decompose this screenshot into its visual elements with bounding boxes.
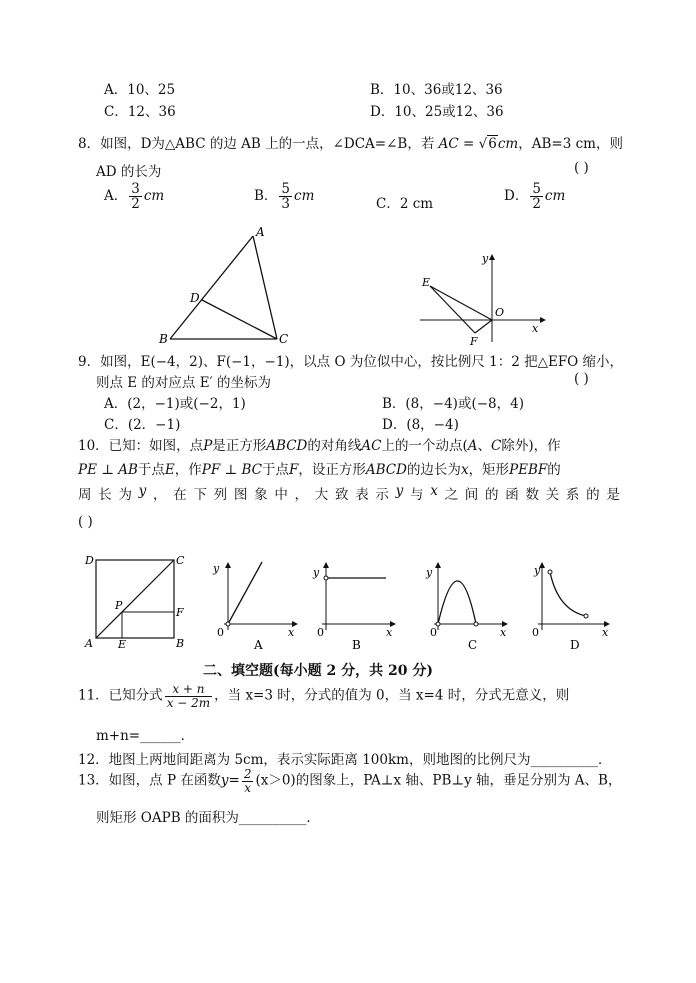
q11-pre: 11．已知分式 — [78, 687, 163, 704]
graph-a-y-label: y — [213, 562, 220, 575]
q9-option-b: B．(8，−4)或(−8，4) — [382, 396, 524, 412]
graph-b-y-label: y — [313, 566, 320, 579]
q10-l2-abcd: ABCD — [365, 462, 407, 478]
q10-l2-g: 的边长为 — [406, 462, 461, 478]
graph-b-open-point — [324, 576, 328, 580]
q10-l1-sep: 、 — [477, 438, 491, 454]
graph-a-origin: 0 — [217, 626, 224, 639]
graph-a-x-label: x — [288, 626, 295, 639]
q9-option-c: C．(2．−1) — [104, 417, 181, 433]
section-heading: 二、填空题(每小题 2 分，共 20 分) — [203, 663, 433, 679]
q9-answer-paren: ( ) — [574, 371, 589, 387]
q10-l2-c: ，作 — [174, 462, 202, 478]
label-y: y — [482, 252, 489, 265]
y-axis-arrow — [489, 254, 495, 260]
graph-d-y-label: y — [534, 564, 541, 577]
q10-l3-char: 致 — [334, 487, 349, 503]
q10-l2-e2: 于点 — [261, 462, 289, 478]
q8-option-b-frac — [279, 182, 292, 211]
q8-option-a-num: 3 — [131, 181, 140, 197]
q10-l2-b: 于点 — [137, 462, 165, 478]
q11-denominator: x − 2m — [166, 695, 211, 710]
q8-option-d — [504, 182, 565, 211]
q10-graph-d — [528, 560, 618, 652]
q7-option-c: C．12、36 — [104, 104, 176, 120]
q13-fraction — [242, 768, 254, 794]
q10-l2-e: E — [164, 462, 175, 478]
q8-sqrt: √6 — [478, 136, 497, 152]
q8-stem-post: ，AB=3 cm，则 — [518, 136, 623, 152]
q10-l3-char: 中 — [274, 487, 288, 503]
q10-graph-c — [424, 560, 514, 652]
graph-b-label: B — [352, 638, 361, 652]
q13-line2: 则矩形 OAPB 的面积为__________． — [96, 810, 320, 826]
q10-l1-p: P — [203, 438, 213, 454]
q11-line1 — [78, 683, 569, 709]
q8-option-a-unit: cm — [143, 188, 165, 205]
q8-triangle-figure — [150, 222, 290, 347]
q10-l3-char: 的 — [485, 487, 499, 503]
q10-l3-char: y — [138, 483, 147, 499]
graph-d-curve — [550, 572, 586, 616]
label-f: F — [470, 335, 478, 348]
q8-answer-paren: ( ) — [574, 160, 589, 176]
square-label-p: P — [115, 599, 123, 612]
graph-c-y-arrow — [435, 562, 441, 568]
segment-eo — [430, 286, 492, 320]
triangle-label-c: C — [279, 332, 289, 346]
q10-l2-f: F — [288, 462, 299, 478]
q8-eq: = — [463, 136, 475, 152]
q8-option-b-unit: cm — [294, 188, 315, 205]
q10-l3-char: 象 — [254, 487, 268, 503]
q10-l3-char: 是 — [606, 487, 620, 503]
q8-option-d-frac — [530, 182, 543, 211]
q10-l1-d: 上的一个动点( — [381, 438, 468, 454]
square-label-e: E — [118, 638, 127, 650]
q8-ac: AC — [438, 136, 459, 152]
square-label-d: D — [85, 554, 94, 567]
q10-l3-char: 大 — [314, 487, 329, 503]
q8-option-d-den: 2 — [532, 196, 541, 213]
q9-option-d: D．(8，−4) — [382, 417, 459, 433]
q7-option-d: D．10、25或12、36 — [370, 104, 504, 120]
graph-b-origin: 0 — [317, 626, 324, 639]
q10-l3-char: y — [395, 483, 404, 499]
segment-ef — [430, 286, 475, 333]
q10-l3-char: 图 — [233, 487, 248, 503]
q10-l3-char: x — [430, 483, 438, 499]
q12-text: 12．地图上两地间距离为 5cm，表示实际距离 100km，则地图的比例尺为__________． — [78, 752, 612, 768]
q8-option-b-num: 5 — [281, 181, 291, 197]
graph-c-curve — [438, 581, 476, 624]
q10-l1-ac: AC — [361, 438, 382, 454]
triangle-label-a: A — [256, 225, 265, 239]
graph-a-curve — [228, 562, 262, 624]
graph-c-label: C — [468, 638, 478, 652]
q13-numerator: 2 — [243, 767, 252, 781]
q8-option-a — [104, 182, 164, 211]
q10-l3-char: 系 — [565, 487, 580, 503]
q10-l3-char: 间 — [464, 487, 479, 503]
q8-stem — [78, 132, 623, 152]
q10-line3 — [78, 483, 620, 503]
q10-l3-char: 函 — [505, 487, 519, 503]
q10-l3-char: 下 — [193, 487, 207, 503]
q10-l3-char: ， — [294, 487, 309, 503]
q13-y: y — [220, 772, 229, 789]
square-label-b: B — [176, 637, 185, 650]
q10-l3-char: 在 — [173, 487, 187, 503]
q9-line1: 9．如图，E(−4，2)、F(−1，−1)，以点 O 为位似中心，按比例尺 1：2 把△EFO 缩小， — [78, 354, 624, 370]
q10-l3-char: 周 — [78, 487, 92, 503]
q8-option-a-label: A． — [104, 188, 128, 205]
q10-l1-e: 除外)，作 — [501, 438, 561, 454]
q10-square-figure — [82, 550, 190, 650]
q13-denominator: x — [244, 780, 252, 795]
q8-option-d-label: D． — [504, 188, 529, 205]
q10-l3-char: 列 — [213, 487, 228, 503]
q10-l3-char: 数 — [525, 487, 539, 503]
q10-l2-i: 的 — [547, 462, 561, 478]
label-x: x — [532, 322, 539, 335]
graph-d-open-point-start — [548, 570, 552, 574]
triangle-label-d: D — [190, 291, 200, 305]
q13-pre: 13．如图，点 P 在函数 — [78, 772, 221, 789]
q10-l1-a: 10．已知：如图，点 — [78, 438, 204, 454]
q10-l3-char: 与 — [410, 487, 424, 503]
q8-option-d-unit: cm — [544, 188, 566, 205]
q10-l3-char: 示 — [375, 487, 389, 503]
q10-line1 — [78, 434, 561, 454]
q10-l3-char: 为 — [118, 487, 132, 503]
diagonal-ac — [96, 560, 174, 638]
square-label-c: C — [176, 554, 185, 567]
graph-c-y-label: y — [426, 566, 433, 579]
graph-b-y-arrow — [323, 562, 329, 568]
graph-a-label: A — [254, 638, 263, 652]
graph-a-open-point — [226, 622, 230, 626]
q10-line2 — [78, 458, 561, 478]
q9-option-a: A．(2，−1)或(−2，1) — [104, 396, 246, 412]
q10-l1-c-pt: C — [490, 438, 502, 454]
q10-l3-char: ， — [153, 487, 167, 503]
q10-l2-d: PF ⊥ BC — [201, 462, 262, 478]
q13-line1 — [78, 768, 621, 794]
label-e: E — [422, 276, 431, 289]
q8-option-d-num: 5 — [532, 181, 541, 197]
triangle-side-ac — [253, 236, 277, 339]
label-o: O — [495, 306, 505, 319]
segment-dc — [202, 300, 277, 339]
graph-b-x-label: x — [386, 626, 393, 639]
q13-eq: = — [228, 772, 240, 789]
triangle-label-b: B — [159, 332, 168, 346]
q8-radicand: 6 — [488, 136, 497, 152]
q9-line2: 则点 E 的对应点 E′ 的坐标为 — [96, 375, 271, 391]
q10-answer-paren: ( ) — [78, 514, 93, 530]
q8-option-a-frac — [129, 182, 142, 211]
q10-l3-char: 表 — [355, 487, 369, 503]
q8-option-b-den: 3 — [281, 196, 291, 213]
q13-post: (x＞0)的图象上，PA⊥x 轴、PB⊥y 轴，垂足分别为 A、B， — [255, 772, 622, 789]
q10-l3-char: 关 — [545, 487, 560, 503]
q10-l2-h: ，矩形 — [468, 462, 510, 478]
graph-d-origin: 0 — [532, 626, 539, 639]
x-axis-arrow — [540, 317, 546, 323]
graph-c-open-point-end — [474, 622, 478, 626]
graph-a-y-arrow — [225, 562, 231, 568]
q10-l3-char: 长 — [98, 487, 112, 503]
q9-coordinate-figure — [412, 250, 552, 348]
q10-l3-char: 之 — [444, 487, 459, 503]
graph-d-label: D — [570, 638, 580, 652]
q11-line2: m+n=______． — [96, 728, 195, 744]
triangle-side-ab — [170, 236, 253, 339]
q8-option-b-label: B． — [254, 188, 278, 205]
q8-option-b — [254, 182, 314, 211]
q8-line2: AD 的长为 — [96, 164, 162, 180]
q8-option-c: C．2 cm — [376, 196, 434, 212]
q10-l1-a-pt: A — [467, 438, 478, 454]
q11-fraction — [165, 683, 212, 709]
q7-option-b: B．10、36或12、36 — [370, 82, 503, 98]
graph-d-x-label: x — [602, 626, 609, 639]
q10-graph-b — [310, 560, 400, 652]
q11-numerator: x + n — [172, 682, 205, 696]
graph-d-open-point-end — [584, 614, 588, 618]
q11-post: ，当 x=3 时，分式的值为 0，当 x=4 时，分式无意义，则 — [214, 687, 570, 704]
q8-option-a-den: 2 — [131, 196, 140, 213]
q10-l1-c: 的对角线 — [307, 438, 362, 454]
q10-l2-pebf: PEBF — [509, 462, 548, 478]
q10-l2-x: x — [460, 462, 469, 478]
graph-c-x-label: x — [500, 626, 507, 639]
graph-c-origin: 0 — [430, 626, 437, 639]
segment-fo — [475, 320, 492, 333]
square-label-f: F — [176, 606, 184, 619]
square-label-a: A — [85, 637, 93, 650]
q10-l2-a: PE ⊥ AB — [78, 462, 138, 478]
q8-stem-pre: 8．如图，D为△ABC 的边 AB 上的一点，∠DCA=∠B，若 — [78, 136, 435, 152]
q10-graph-a — [212, 560, 302, 652]
q10-l2-f2: ，设正方形 — [298, 462, 366, 478]
q10-l3-char: 的 — [586, 487, 600, 503]
q10-l1-b: 是正方形 — [212, 438, 267, 454]
q10-l1-abcd: ABCD — [266, 438, 308, 454]
q8-unit: cm — [497, 136, 519, 152]
q7-option-a: A．10、25 — [104, 82, 176, 98]
